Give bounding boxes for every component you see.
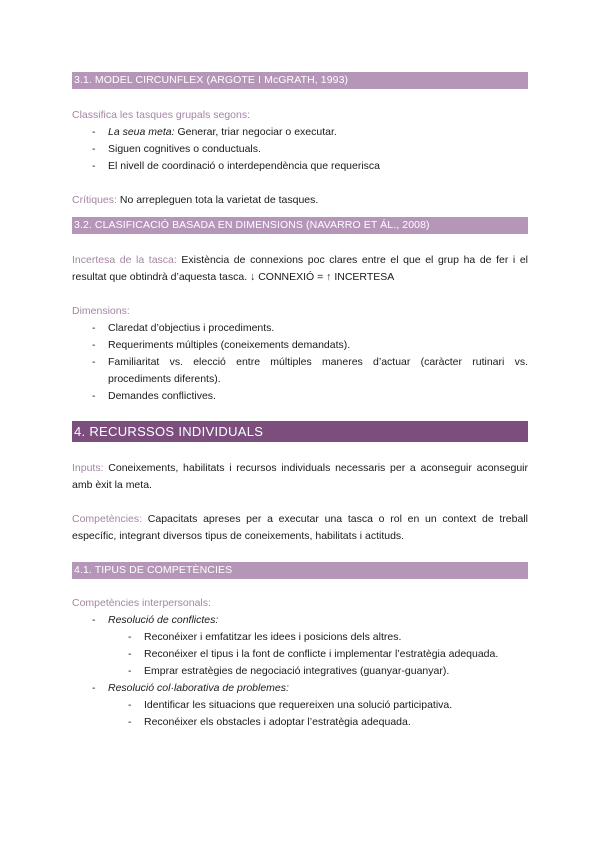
list-item: - Siguen cognitives o conductuals. <box>72 141 528 158</box>
sub-list <box>72 697 528 731</box>
classifica-label: Classifica les tasques grupals segons: <box>72 109 251 121</box>
list-item: - Resolució col·laborativa de problemes: - Identificar les situacions que requereixen una solució participativa. - Reconéixer els obstacles i adoptar l’estratègia adequada. <box>72 680 528 731</box>
list-item: - Claredat d’objectius i procediments. <box>72 320 528 337</box>
list-item: - El nivell de coordinació o interdependència que requerisca <box>72 158 528 175</box>
critiques-paragraph: Crítiques: No arrepleguen tota la varietat de tasques. <box>72 194 319 206</box>
classifica-list <box>72 124 528 175</box>
section-header-3-1: 3.1. MODEL CIRCUNFLEX (ARGOTE I McGRATH, 1993) <box>72 72 528 89</box>
list-item: - Demandes conflictives. <box>72 388 528 405</box>
list-item: - Familiaritat vs. elecció entre múltiples maneres d’actuar (caràcter rutinari vs. procediments diferents). <box>72 354 528 388</box>
sub-list-item: - Reconéixer el tipus i la font de conflicte i implementar l’estratègia adequada. <box>72 646 528 663</box>
sub-list <box>72 629 528 680</box>
sub-list-item: - Reconéixer i emfatitzar les idees i posicions dels altres. <box>72 629 528 646</box>
list-item: - Requeriments múltiples (coneixements demandats). <box>72 337 528 354</box>
document-page <box>72 72 528 731</box>
sub-list-item: - Identificar les situacions que requereixen una solució participativa. <box>72 697 528 714</box>
sub-list-item: - Emprar estratègies de negociació integratives (guanyar-guanyar). <box>72 663 528 680</box>
section-header-3-2: 3.2. CLASIFICACIÓ BASADA EN DIMENSIONS (NAVARRO ET ÁL., 2008) <box>72 217 528 234</box>
interpersonals-list <box>72 612 528 731</box>
list-item: - La seua meta: Generar, triar negociar o executar. <box>72 124 528 141</box>
section-header-4: 4. RECURSSOS INDIVIDUALS <box>72 421 528 442</box>
competencies-paragraph: Competències: Capacitats apreses per a executar una tasca o rol en un context de treball específic, integrant diversos tipus de coneixements, habilitats i actituds. <box>72 513 528 542</box>
inputs-paragraph: Inputs: Coneixements, habilitats i recursos individuals necessaris per a aconseguir aconseguir amb èxit la meta. <box>72 462 528 491</box>
list-item: - Resolució de conflictes: - Reconéixer i emfatitzar les idees i posicions dels altres. - Reconéixer el tipus i la font de conflicte i implementar l’estratègia adequada. - Emprar estratègies de negociació integratives (guanyar-guanyar). <box>72 612 528 680</box>
section-header-4-1: 4.1. TIPUS DE COMPETÈNCIES <box>72 562 528 579</box>
interpersonals-label: Competències interpersonals: <box>72 597 211 609</box>
dimensions-label: Dimensions: <box>72 305 130 317</box>
incertesa-paragraph: Incertesa de la tasca: Existència de connexions poc clares entre el que el grup ha de fer i el resultat que obtindrà d’aquesta tasca. ↓ CONNEXIÓ = ↑ INCERTESA <box>72 254 528 283</box>
dimensions-list <box>72 320 528 405</box>
sub-list-item: - Reconéixer els obstacles i adoptar l’estratègia adequada. <box>72 714 528 731</box>
